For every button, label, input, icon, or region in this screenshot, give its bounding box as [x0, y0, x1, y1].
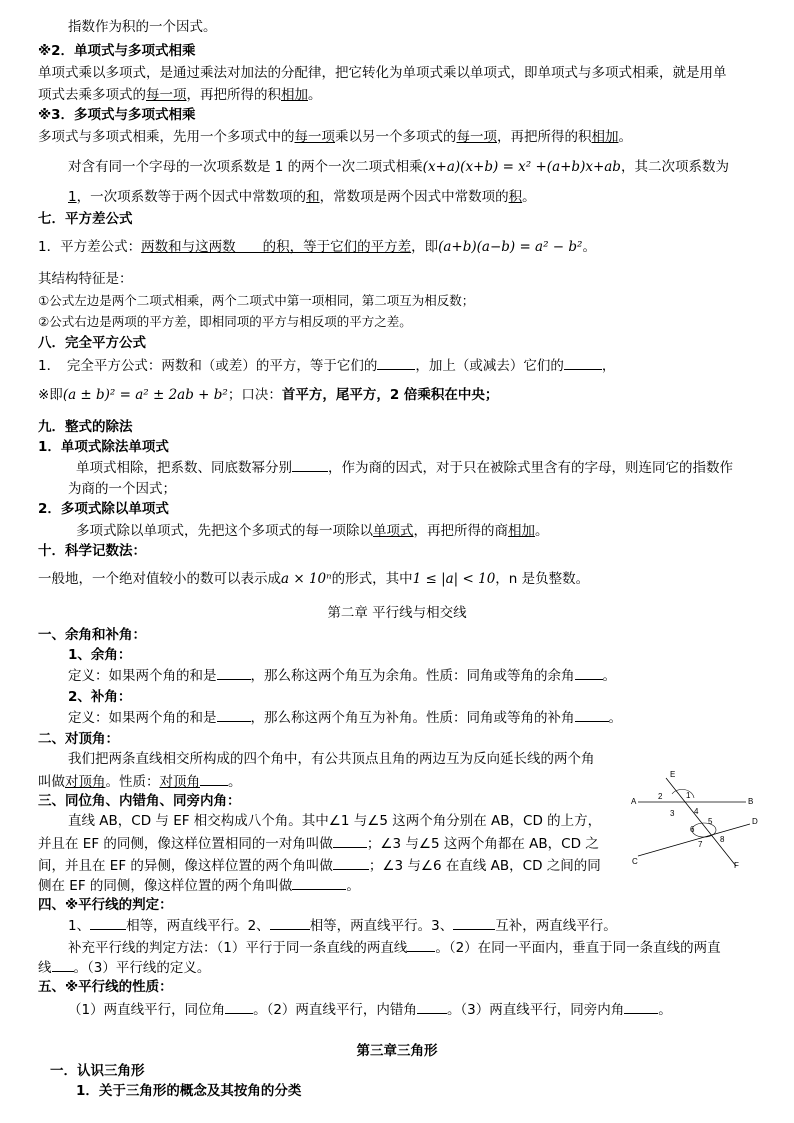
- label-e: E: [670, 770, 676, 779]
- answer-blank: [417, 1000, 447, 1014]
- parallel-lines-figure: [628, 768, 764, 872]
- section-heading: 五、※平行线的性质：: [38, 979, 173, 995]
- text-line: 项式去乘多项式的每一项，再把所得的积相加。: [38, 87, 322, 103]
- subsection-heading: 1．单项式除法单项式: [38, 439, 169, 455]
- section-heading: 十．科学记数法：: [38, 543, 146, 559]
- section-heading: ※2．单项式与多项式相乘: [38, 43, 196, 59]
- text-line: 定义：如果两个角的和是 ，那么称这两个角互为余角。性质：同角或等角的余角 。: [68, 668, 616, 684]
- subsection-heading: 1、余角：: [68, 647, 132, 663]
- answer-blank: [217, 708, 251, 722]
- answer-blank: [564, 356, 602, 370]
- answer-blank: [200, 772, 228, 786]
- section-heading: 九．整式的除法: [38, 419, 133, 435]
- text-line: ②公式右边是两项的平方差，即相同项的平方与相反项的平方之差。: [38, 314, 412, 329]
- angle-label-2: 2: [658, 792, 663, 801]
- text-line: 对含有同一个字母的一次项系数是 1 的两个一次二项式相乘(x+a)(x+b) = x² +(a+b)x+ab，其二次项系数为: [68, 159, 729, 175]
- angle-label-3: 3: [670, 809, 675, 818]
- text-line: 1、 相等，两直线平行。2、 相等，两直线平行。3、 互补，两直线平行。: [68, 918, 617, 934]
- angle-label-4: 4: [694, 807, 699, 816]
- formula: (a+b)(a−b) = a² − b²: [438, 239, 583, 255]
- text-line: 其结构特征是：: [38, 271, 133, 287]
- section-heading: 四、※平行线的判定：: [38, 897, 173, 913]
- answer-blank: [292, 876, 346, 890]
- text-line: 线 。（3）平行线的定义。: [38, 960, 211, 976]
- angle-arc: [672, 789, 694, 798]
- section-heading: ※3．多项式与多项式相乘: [38, 107, 196, 123]
- answer-blank: [292, 458, 328, 472]
- text-line: 定义：如果两个角的和是 ，那么称这两个角互为补角。性质：同角或等角的补角 。: [68, 710, 622, 726]
- formula: 1 ≤ |a| < 10: [412, 571, 496, 587]
- subsection-heading: 2．多项式除以单项式: [38, 501, 169, 517]
- text-line: 1． 完全平方公式：两数和（或差）的平方，等于它们的 ，加上（或减去）它们的 ，: [38, 358, 616, 374]
- text-line: 多项式与多项式相乘，先用一个多项式中的每一项乘以另一个多项式的每一项，再把所得的积相加。: [38, 129, 632, 145]
- text-line: ※即(a ± b)² = a² ± 2ab + b²；口决：首平方，尾平方，2 倍乘积在中央；: [38, 387, 499, 403]
- label-d: D: [752, 817, 758, 826]
- angle-label-6: 6: [690, 825, 695, 834]
- answer-blank: [575, 666, 603, 680]
- label-f: F: [734, 861, 739, 870]
- text-line: 单项式乘以多项式，是通过乘法对加法的分配律，把它转化为单项式乘以单项式，即单项式与多项式相乘，就是用单: [38, 65, 727, 81]
- text-line: 为商的一个因式；: [68, 481, 176, 497]
- text-line: ①公式左边是两个二项式相乘，两个二项式中第一项相同，第二项互为相反数；: [38, 293, 475, 308]
- answer-blank: [225, 1000, 253, 1014]
- answer-blank: [52, 958, 74, 972]
- subsection-heading: 2、补角：: [68, 689, 132, 705]
- answer-blank: [624, 1000, 658, 1014]
- answer-blank: [270, 916, 310, 930]
- section-heading: 一．认识三角形: [50, 1063, 145, 1079]
- formula: (a ± b)² = a² ± 2ab + b²: [62, 387, 228, 403]
- label-a: A: [631, 797, 637, 806]
- answer-blank: [453, 916, 495, 930]
- chapter-title: 第三章三角形: [356, 1043, 438, 1059]
- section-heading: 三、同位角、内错角、同旁内角：: [38, 793, 241, 809]
- text-line: 指数作为积的一个因式。: [68, 19, 217, 35]
- answer-blank: [575, 708, 609, 722]
- text-line: 单项式相除，把系数、同底数幂分别 ，作为商的因式，对于只在被除式里含有的字母，则连同它的指数作: [76, 460, 733, 476]
- answer-blank: [217, 666, 251, 680]
- subsection-heading: 1．关于三角形的概念及其按角的分类: [76, 1083, 302, 1099]
- line-ef: [666, 778, 736, 866]
- answer-blank: [407, 938, 435, 952]
- section-heading: 八．完全平方公式: [38, 335, 146, 351]
- angle-label-7: 7: [698, 840, 703, 849]
- text-line: 叫做对顶角。性质：对顶角 。: [38, 774, 242, 790]
- chapter-title: 第二章 平行线与相交线: [327, 605, 467, 621]
- text-line: 并且在 EF 的同侧，像这样位置相同的一对角叫做 ；∠3 与∠5 这两个角都在 AB，CD 之: [38, 836, 599, 852]
- text-line: 1，一次项系数等于两个因式中常数项的和，常数项是两个因式中常数项的积。: [68, 189, 536, 205]
- label-c: C: [632, 857, 638, 866]
- formula: (x+a)(x+b) = x² +(a+b)x+ab: [422, 159, 621, 175]
- angle-label-8: 8: [720, 835, 725, 844]
- text-line: 侧在 EF 的同侧，像这样位置的两个角叫做 。: [38, 878, 360, 894]
- angle-label-1: 1: [686, 791, 691, 800]
- text-line: 我们把两条直线相交所构成的四个角中，有公共顶点且角的两边互为反向延长线的两个角: [68, 751, 595, 767]
- answer-blank: [333, 834, 367, 848]
- angle-label-5: 5: [708, 817, 713, 826]
- label-b: B: [748, 797, 754, 806]
- section-heading: 七．平方差公式: [38, 211, 133, 227]
- answer-blank: [90, 916, 126, 930]
- formula: a × 10ⁿ: [281, 571, 332, 587]
- section-heading: 二、对顶角：: [38, 731, 119, 747]
- text-line: 一般地，一个绝对值较小的数可以表示成a × 10ⁿ的形式，其中1 ≤ |a| < 10，n 是负整数。: [38, 571, 590, 587]
- answer-blank: [333, 856, 369, 870]
- text-line: 多项式除以单项式，先把这个多项式的每一项除以单项式，再把所得的商相加。: [76, 523, 549, 539]
- text-line: 直线 AB，CD 与 EF 相交构成八个角。其中∠1 与∠5 这两个角分别在 AB，CD 的上方，: [68, 813, 602, 829]
- text-line: 补充平行线的判定方法：（1）平行于同一条直线的两直线 。（2）在同一平面内，垂直于同一条直线的两直: [68, 940, 721, 956]
- section-heading: 一、余角和补角：: [38, 627, 146, 643]
- answer-blank: [377, 356, 415, 370]
- text-line: 1．平方差公式：两数和与这两数 的积，等于它们的平方差，即(a+b)(a−b) = a² − b²。: [38, 239, 596, 255]
- text-line: （1）两直线平行，同位角 。（2）两直线平行，内错角 。（3）两直线平行，同旁内角 。: [68, 1002, 672, 1018]
- text-line: 间，并且在 EF 的异侧，像这样位置的两个角叫做 ；∠3 与∠6 在直线 AB，CD 之间的同: [38, 858, 601, 874]
